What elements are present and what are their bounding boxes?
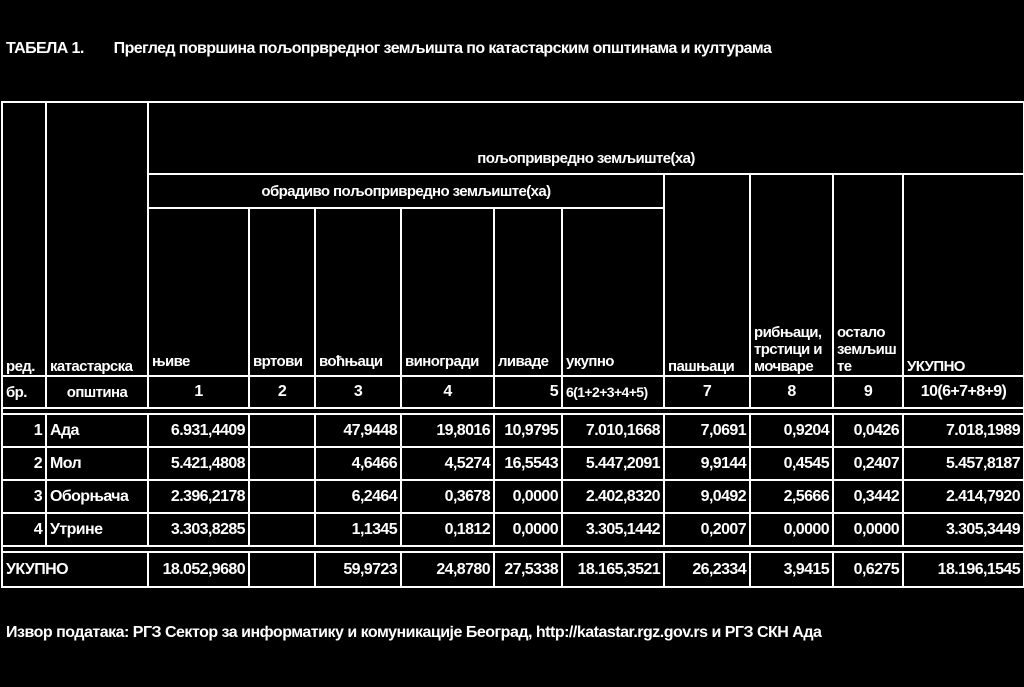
- cell-v1: 3.303,8285: [148, 513, 249, 546]
- cell-v9: 0,3442: [833, 480, 903, 513]
- col-no-header-bottom: бр.: [2, 376, 46, 408]
- cell-v3: 6,2464: [315, 480, 401, 513]
- cell-v6: 5.447,2091: [562, 447, 664, 480]
- row-no: 4: [2, 513, 46, 546]
- row-name: Мол: [46, 447, 148, 480]
- col-num-2: 2: [249, 376, 315, 408]
- cell-v3: 1,1345: [315, 513, 401, 546]
- col-num-10: 10(6+7+8+9): [903, 376, 1024, 408]
- col-muni-header-bottom: општина: [46, 376, 148, 408]
- total-v7: 26,2334: [664, 552, 750, 587]
- cell-v9: 0,2407: [833, 447, 903, 480]
- col-header-7: пашњаци: [664, 174, 750, 376]
- row-name: Утрине: [46, 513, 148, 546]
- col-header-10: УКУПНО: [903, 174, 1024, 376]
- cell-v3: 4,6466: [315, 447, 401, 480]
- cell-v7: 9,9144: [664, 447, 750, 480]
- total-v9: 0,6275: [833, 552, 903, 587]
- total-v6: 18.165,3521: [562, 552, 664, 587]
- col-header-4: виногради: [401, 208, 494, 376]
- cell-v6: 2.402,8320: [562, 480, 664, 513]
- total-v3: 59,9723: [315, 552, 401, 587]
- cell-v10: 2.414,7920: [903, 480, 1024, 513]
- cell-v4: 0,3678: [401, 480, 494, 513]
- table-row: [2, 480, 1024, 513]
- cell-v10: 5.457,8187: [903, 447, 1024, 480]
- total-v10: 18.196,1545: [903, 552, 1024, 587]
- cell-v10: 7.018,1989: [903, 414, 1024, 447]
- header-arable-land: обрадиво пољопривредно земљиште(ха): [148, 174, 664, 208]
- table-title-text: Преглед површина пољопрвредног земљишта по катастарским општинама и културама: [113, 40, 772, 57]
- cell-v3: 47,9448: [315, 414, 401, 447]
- cell-v8: 0,0000: [750, 513, 833, 546]
- col-header-6: укупно: [562, 208, 664, 376]
- table-title: [6, 40, 771, 58]
- cell-v4: 0,1812: [401, 513, 494, 546]
- cell-v10: 3.305,3449: [903, 513, 1024, 546]
- col-header-2: вртови: [249, 208, 315, 376]
- cell-v6: 3.305,1442: [562, 513, 664, 546]
- col-header-9: остало земљиш те: [833, 174, 903, 376]
- total-v2: [249, 552, 315, 587]
- col-num-9: 9: [833, 376, 903, 408]
- row-no: 1: [2, 414, 46, 447]
- cell-v4: 4,5274: [401, 447, 494, 480]
- total-v5: 27,5338: [494, 552, 562, 587]
- col-num-1: 1: [148, 376, 249, 408]
- total-row: [2, 552, 1024, 587]
- land-area-table: [1, 101, 1024, 588]
- row-name: Оборњача: [46, 480, 148, 513]
- header-agricultural-land: пољопривредно земљиште(ха): [148, 102, 1024, 174]
- cell-v1: 2.396,2178: [148, 480, 249, 513]
- col-header-3: воћњаци: [315, 208, 401, 376]
- cell-v7: 0,2007: [664, 513, 750, 546]
- cell-v8: 2,5666: [750, 480, 833, 513]
- col-num-6: 6(1+2+3+4+5): [562, 376, 664, 408]
- cell-v8: 0,4545: [750, 447, 833, 480]
- cell-v5: 0,0000: [494, 480, 562, 513]
- col-header-1: њиве: [148, 208, 249, 376]
- table-row: [2, 447, 1024, 480]
- cell-v6: 7.010,1668: [562, 414, 664, 447]
- row-no: 3: [2, 480, 46, 513]
- cell-v1: 5.421,4808: [148, 447, 249, 480]
- cell-v1: 6.931,4409: [148, 414, 249, 447]
- col-muni-header-top: катастарска: [46, 102, 148, 376]
- cell-v7: 9,0492: [664, 480, 750, 513]
- row-name: Ада: [46, 414, 148, 447]
- col-num-5: 5: [494, 376, 562, 408]
- col-no-header-top: ред.: [2, 102, 46, 376]
- cell-v9: 0,0426: [833, 414, 903, 447]
- row-no: 2: [2, 447, 46, 480]
- cell-v5: 10,9795: [494, 414, 562, 447]
- col-num-8: 8: [750, 376, 833, 408]
- cell-v2: [249, 513, 315, 546]
- col-header-5: ливаде: [494, 208, 562, 376]
- cell-v9: 0,0000: [833, 513, 903, 546]
- total-v8: 3,9415: [750, 552, 833, 587]
- table-row: [2, 513, 1024, 546]
- source-note: Извор података: РГЗ Сектор за информатику и комуникације Београд, http://katastar.rgz.gov.rs и РГЗ СКН Ада: [6, 624, 822, 641]
- table-row: [2, 414, 1024, 447]
- col-num-4: 4: [401, 376, 494, 408]
- cell-v8: 0,9204: [750, 414, 833, 447]
- col-num-7: 7: [664, 376, 750, 408]
- cell-v7: 7,0691: [664, 414, 750, 447]
- cell-v4: 19,8016: [401, 414, 494, 447]
- table-title-label: ТАБЕЛА 1.: [6, 40, 84, 57]
- cell-v5: 16,5543: [494, 447, 562, 480]
- total-label: УКУПНО: [2, 552, 148, 587]
- cell-v2: [249, 447, 315, 480]
- cell-v2: [249, 480, 315, 513]
- cell-v2: [249, 414, 315, 447]
- total-v1: 18.052,9680: [148, 552, 249, 587]
- cell-v5: 0,0000: [494, 513, 562, 546]
- col-header-8: рибњаци, трстици и мочваре: [750, 174, 833, 376]
- col-num-3: 3: [315, 376, 401, 408]
- total-v4: 24,8780: [401, 552, 494, 587]
